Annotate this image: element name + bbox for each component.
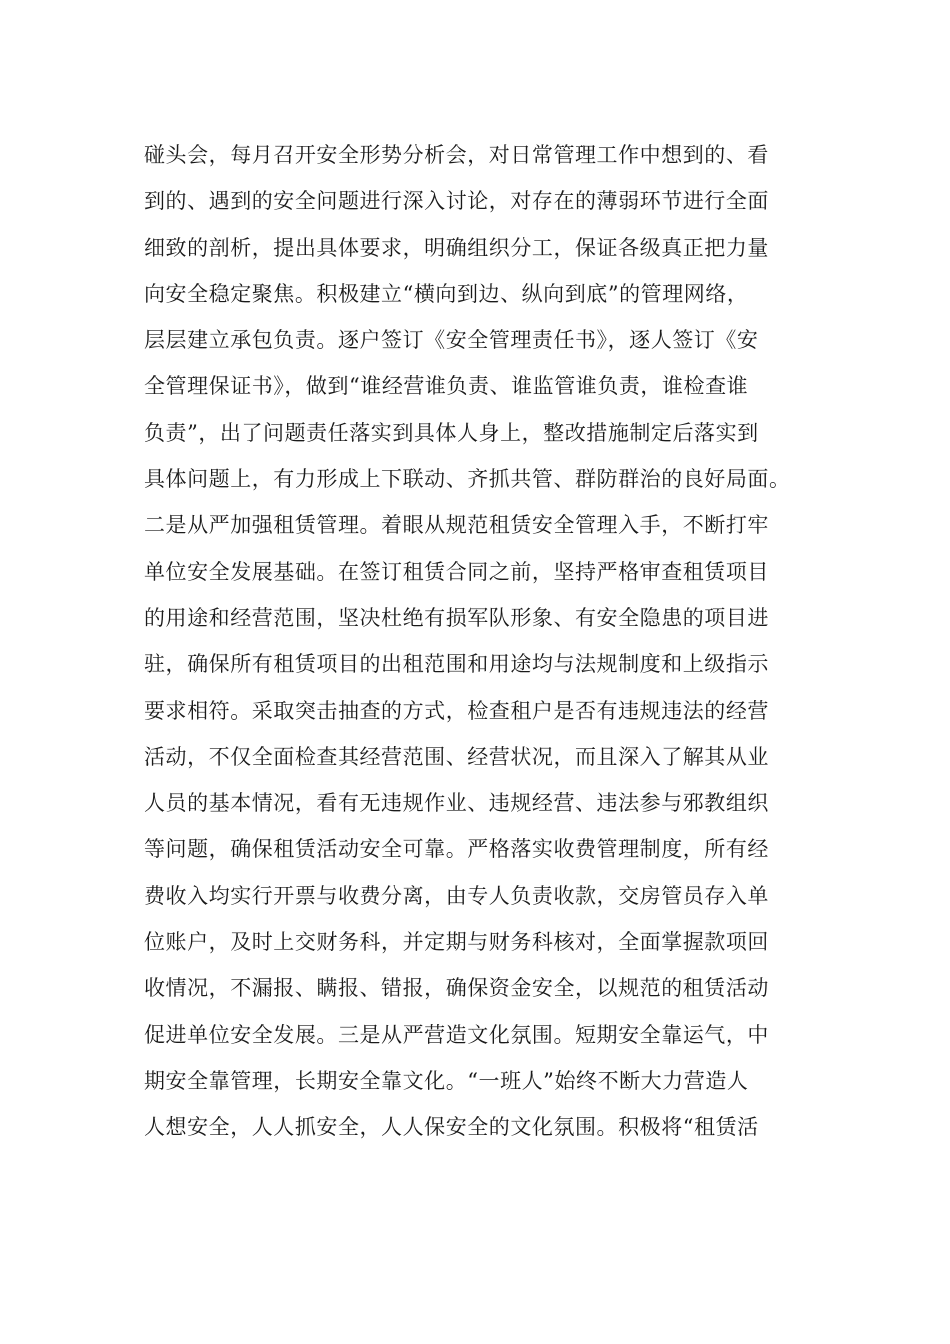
text-line: 向安全稳定聚焦。积极建立“横向到边、纵向到底”的管理网络， (144, 281, 749, 306)
text-line: 人员的基本情况，看有无违规作业、违规经营、违法参与邪教组织 (144, 791, 769, 816)
text-line: 单位安全发展基础。在签订租赁合同之前，坚持严格审查租赁项目 (144, 559, 769, 584)
text-line: 全管理保证书》，做到“谁经营谁负责、谁监管谁负责，谁检查谁 (144, 374, 749, 399)
text-line: 的用途和经营范围，坚决杜绝有损军队形象、有安全隐患的项目进 (144, 605, 769, 630)
text-line: 等问题，确保租赁活动安全可靠。严格落实收费管理制度，所有经 (144, 837, 769, 862)
body-text (144, 132, 824, 1151)
text-line: 二是从严加强租赁管理。着眼从规范租赁安全管理入手，不断打牢 (144, 513, 769, 538)
text-line: 促进单位安全发展。三是从严营造文化氛围。短期安全靠运气，中 (144, 1022, 769, 1047)
text-line: 层层建立承包负责。逐户签订《安全管理责任书》，逐人签订《安 (144, 328, 759, 353)
text-line: 驻，确保所有租赁项目的出租范围和用途均与法规制度和上级指示 (144, 652, 769, 677)
text-line: 期安全靠管理，长期安全靠文化。“一班人”始终不断大力营造人 (144, 1068, 749, 1093)
text-line: 负责”，出了问题责任落实到具体人身上，整改措施制定后落实到 (144, 420, 759, 445)
text-line: 到的、遇到的安全问题进行深入讨论，对存在的薄弱环节进行全面 (144, 189, 769, 214)
text-line: 要求相符。采取突击抽查的方式，检查租户是否有违规违法的经营 (144, 698, 769, 723)
text-line: 碰头会，每月召开安全形势分析会，对日常管理工作中想到的、看 (144, 143, 769, 167)
text-line: 费收入均实行开票与收费分离，由专人负责收款，交房管员存入单 (144, 883, 769, 908)
text-line: 人想安全，人人抓安全，人人保安全的文化氛围。积极将“租赁活 (144, 1115, 759, 1140)
text-line: 细致的剖析，提出具体要求，明确组织分工，保证各级真正把力量 (144, 235, 769, 260)
text-line: 位账户，及时上交财务科，并定期与财务科核对，全面掌握款项回 (144, 930, 769, 955)
text-line: 具体问题上，有力形成上下联动、齐抓共管、群防群治的良好局面。 (144, 467, 791, 492)
text-line: 活动，不仅全面检查其经营范围、经营状况，而且深入了解其从业 (144, 744, 769, 769)
text-line: 收情况，不漏报、瞒报、错报，确保资金安全，以规范的租赁活动 (144, 976, 769, 1001)
